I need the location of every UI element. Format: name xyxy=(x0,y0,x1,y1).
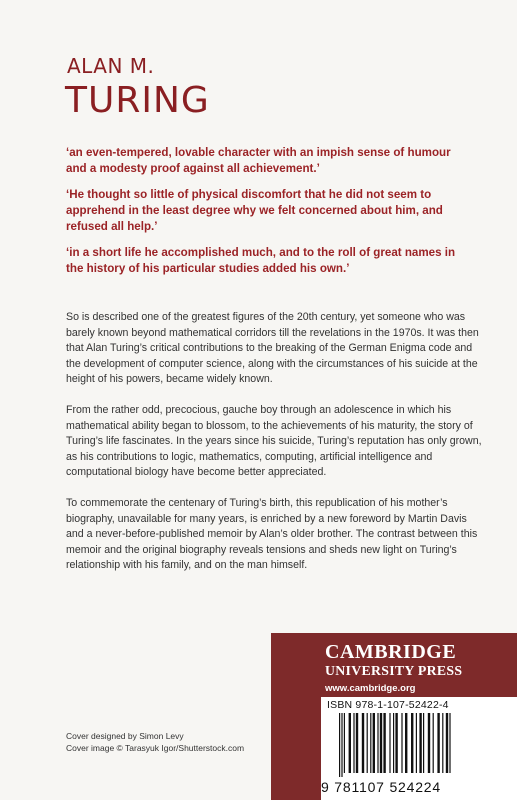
barcode-digits: 9 781107 524224 xyxy=(321,779,441,795)
publisher-url: www.cambridge.org xyxy=(325,683,416,694)
publisher-press: UNIVERSITY PRESS xyxy=(325,663,463,678)
author-last-name: TURING xyxy=(65,80,210,121)
blurb-paragraph-2: From the rather odd, precocious, gauche boy through an adolescence in which his mathematical ability began to blossom, to the achievements of his maturity, the story of Turing’s life fascinates. In the years since his suicide, Turing’s reputation has only grown, as his contributions to logic, mathematics, computing, artificial intelligence and computational biology have become better appreciated. xyxy=(66,403,482,479)
publisher-name: CAMBRIDGE xyxy=(325,641,457,663)
isbn-label: ISBN 978-1-107-52422-4 xyxy=(327,699,449,711)
designer-credit: Cover designed by Simon Levy xyxy=(66,731,184,741)
publisher-block xyxy=(271,633,517,800)
blurb-section xyxy=(66,310,484,589)
barcode-box xyxy=(321,697,517,800)
quote-1: ‘an even-tempered, lovable character with an impish sense of humour and a modesty proof against all achievement.’ xyxy=(66,146,451,175)
author-first-name: ALAN M. xyxy=(67,54,155,78)
barcode-icon xyxy=(325,713,513,777)
quote-2: ‘He thought so little of physical discomfort that he did not seem to apprehend in the least degree why we felt concerned about him, and refused all help.’ xyxy=(66,188,443,233)
quotes-section xyxy=(66,145,471,287)
cover-credits xyxy=(66,730,244,754)
blurb-paragraph-3: To commemorate the centenary of Turing’s birth, this republication of his mother’s biography, unavailable for many years, is enriched by a new foreword by Martin Davis and a never-before-published memoir by Alan’s older brother. The contrast between this memoir and the original biography reveals tensions and sheds new light on Turing’s relationship with his family, and on the man himself. xyxy=(66,496,478,572)
quote-3: ‘in a short life he accomplished much, and to the roll of great names in the history of his particular studies added his own.’ xyxy=(66,246,456,275)
blurb-paragraph-1: So is described one of the greatest figures of the 20th century, yet someone who was barely known beyond mathematical corridors till the revelations in the 1970s. It was then that Alan Turing’s critical contributions to the breaking of the German Enigma code and the development of computer science, along with the circumstances of his suicide at the height of his powers, became widely known. xyxy=(66,311,479,386)
image-credit: Cover image © Tarasyuk Igor/Shutterstock.com xyxy=(66,743,245,753)
